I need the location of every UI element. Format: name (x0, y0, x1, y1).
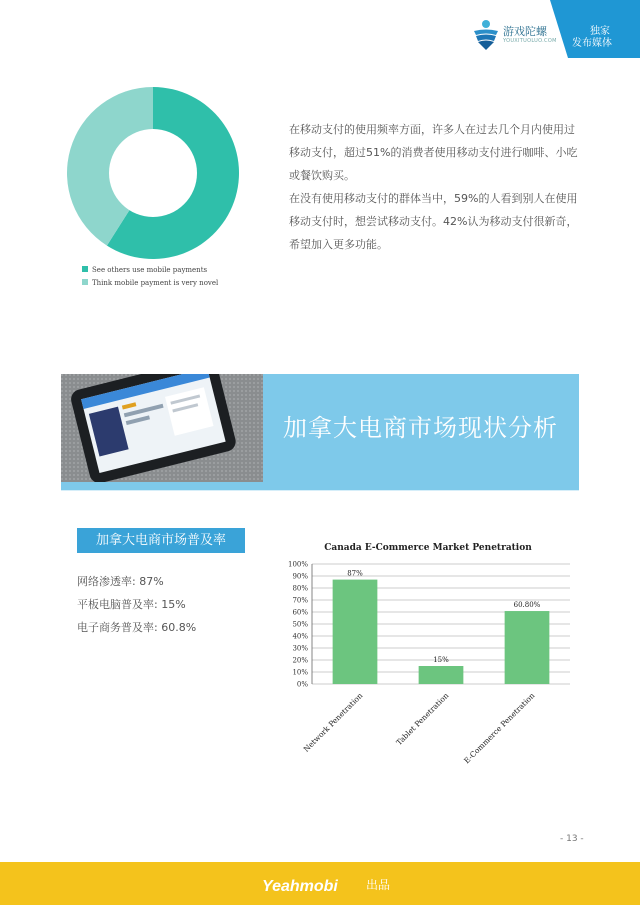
corner-label-media: 发布媒体 (572, 38, 612, 49)
data-label: 60.80% (513, 601, 541, 610)
brand-subtitle: YOUXITUOLUO.COM (503, 38, 557, 44)
footer-brand: Yeahmobi (262, 878, 338, 895)
y-tick-label: 40% (292, 632, 308, 641)
y-tick-label: 60% (292, 608, 308, 617)
y-tick-label: 70% (292, 596, 308, 605)
bar-0 (333, 580, 378, 684)
corner-label-exclusive: 独家 (590, 26, 610, 37)
yeahmobi-logo (262, 873, 352, 897)
banner-title: 加拿大电商市场现状分析 (283, 414, 558, 442)
chart-title: Canada E-Commerce Market Penetration (324, 543, 532, 553)
penetration-section-tag: 加拿大电商市场普及率 (77, 528, 245, 553)
survey-paragraph-1: 在移动支付的使用频率方面，许多人在过去几个月内使用过移动支付，超过51%的消费者使用移动支付进行咖啡、小吃或餐饮购买。 (289, 123, 578, 182)
stat-ecommerce: 电子商务普及率: 60.8% (77, 621, 197, 634)
data-label: 87% (347, 569, 363, 578)
stat-tablet: 平板电脑普及率: 15% (77, 598, 186, 611)
stat-network: 网络渗透率: 87% (77, 575, 164, 588)
y-tick-label: 20% (292, 656, 308, 665)
y-tick-label: 50% (292, 620, 308, 629)
y-tick-label: 90% (292, 572, 308, 581)
brand-name: 游戏陀螺 (503, 25, 547, 38)
bar-2 (505, 611, 550, 684)
y-tick-label: 0% (296, 680, 308, 689)
phone-photo (61, 374, 263, 482)
survey-paragraph-2: 在没有使用移动支付的群体当中，59%的人看到别人在使用移动支付时，想尝试移动支付。42%认为移动支付很新奇，希望加入更多功能。 (289, 192, 578, 251)
y-tick-label: 10% (292, 668, 308, 677)
legend-label: See others use mobile payments (92, 266, 208, 274)
category-label: Tablet Penetration (394, 691, 451, 748)
legend-label: Think mobile payment is very novel (92, 279, 219, 287)
y-tick-label: 30% (292, 644, 308, 653)
payment-donut-chart (66, 86, 240, 260)
legend-swatch (82, 279, 88, 285)
legend-item-novel (82, 279, 218, 287)
bar-1 (419, 666, 464, 684)
y-tick-label: 100% (287, 560, 308, 569)
category-label: Network Penetration (301, 691, 365, 754)
y-tick-label: 80% (292, 584, 308, 593)
legend-swatch (82, 266, 88, 272)
page-number: - 13 - (560, 834, 584, 844)
survey-paragraph-block (289, 118, 579, 256)
data-label: 15% (433, 656, 449, 664)
penetration-bar-chart (280, 536, 600, 776)
legend-item-see-others (82, 266, 207, 274)
footer-label: 出品 (366, 878, 391, 892)
category-label: E-Commerce Penetration (462, 691, 537, 766)
